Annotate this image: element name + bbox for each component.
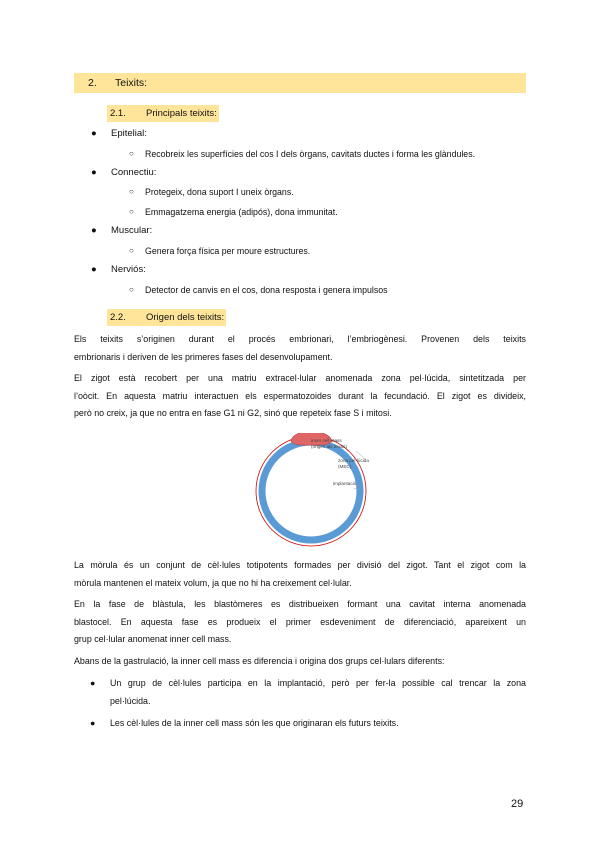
label-inner-origin: (origen als teixits) [311, 444, 347, 449]
tissue-detail: ○ Detector de canvis en el cos, dona resposta i genera impulsos [129, 285, 388, 295]
label-implantacio: implantació [333, 481, 357, 486]
tissue-detail: ○ Protegeix, dona suport I uneix òrgans. [129, 187, 294, 197]
zona-pellucida-ring [256, 436, 366, 546]
subsection-heading-1 [107, 105, 219, 122]
sub-bullet-icon: ○ [129, 207, 134, 216]
subsection-title: Principals teixits: [146, 108, 217, 119]
tissue-item-nervios [91, 263, 146, 277]
section-title: Teixits: [115, 77, 148, 89]
bullet-icon: ● [90, 718, 96, 728]
tissue-item-epitelial [91, 127, 147, 141]
blastocyst-diagram [229, 433, 405, 551]
paragraph-2: El zigot està recobert per una matriu extracel·lular anomenada zona pel·lúcida, sintetitzada per l’oòcit. En aquesta matriu interactuen els espermatozoides durant la fecundació. El zigot es divideix, però no creix, ja que no entra en fase G1 ni G2, sinó que repeteix fase S i mitosi. [74, 373, 526, 418]
tissue-name: Epitelial: [111, 128, 147, 139]
subsection-title: Origen dels teixits: [146, 312, 225, 323]
sub-bullet-icon: ○ [129, 246, 134, 255]
tissue-detail: ○ Emmagatzema energia (adipós), dona immunitat. [129, 207, 338, 217]
section-heading [74, 73, 526, 93]
label-zona: zona pel·lúcida [338, 458, 369, 463]
tissue-detail: ○ Genera força física per moure estructures. [129, 246, 311, 256]
label-mec: (MEC) [338, 464, 352, 469]
sub-bullet-icon: ○ [129, 187, 134, 196]
bullet-icon: ● [91, 264, 97, 275]
bullet-icon: ● [91, 128, 97, 139]
bullet-icon: ● [91, 225, 97, 236]
label-inner-cell-mass: inner cell mass [311, 438, 342, 443]
trophoblast-ring [262, 442, 360, 540]
tissue-item-connectiu [91, 166, 157, 180]
paragraph-3: La mòrula és un conjunt de cèl·lules totipotents formades per divisió del zigot. Tant el zigot com la mòrula mantenen el mateix volum, ja que no hi ha creixement cel·lular. [74, 560, 526, 588]
subsection-number: 2.1. [110, 108, 126, 119]
subsection-heading-2 [107, 309, 226, 326]
tissue-name: Muscular: [111, 225, 153, 236]
sub-bullet-icon: ○ [129, 285, 134, 294]
final-bullet-1: ● Un grup de cèl·lules participa en la implantació, però per fer-la possible cal trencar la zona pel·lúcida. [110, 675, 526, 710]
page-number: 29 [511, 798, 524, 810]
tissue-detail: ○ Recobreix les superfícies del cos I dels òrgans, cavitats ductes i forma les glàndules. [129, 149, 476, 159]
sub-bullet-icon: ○ [129, 149, 134, 158]
tissue-name: Nerviós: [111, 264, 146, 275]
final-bullet-2: ● Les cèl·lules de la inner cell mass són les que originaran els futurs teixits. [110, 715, 526, 733]
bullet-icon: ● [91, 167, 97, 178]
section-number: 2. [88, 77, 97, 89]
paragraph-1: Els teixits s’originen durant el procés embrionari, l’embriogènesi. Provenen dels teixits embrionaris i deriven de les primeres fases del desenvolupament. [74, 334, 526, 362]
paragraph-4: En la fase de blàstula, les blastòmeres es distribueixen formant una cavitat interna anomenada blastocel. En aquesta fase es produeix el primer esdeveniment de diferenciació, apareixent un grup cel·lular anomenat inner cell mass. [74, 599, 526, 644]
tissue-item-muscular [91, 224, 153, 238]
subsection-number: 2.2. [110, 312, 126, 323]
tissue-name: Connectiu: [111, 167, 157, 178]
paragraph-5: Abans de la gastrulació, la inner cell mass es diferencia i origina dos grups cel·lulars diferents: [74, 656, 445, 666]
bullet-icon: ● [90, 678, 96, 688]
